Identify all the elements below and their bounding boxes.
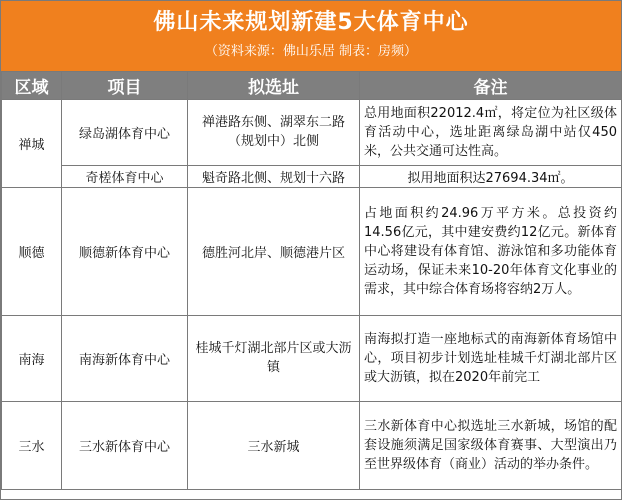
project-cell: 绿岛湖体育中心 <box>62 99 188 165</box>
column-header-project: 项目 <box>62 72 188 99</box>
column-header-note: 备注 <box>360 72 622 99</box>
table-row <box>2 315 622 401</box>
region-cell: 南海 <box>2 315 62 401</box>
region-cell: 三水 <box>2 401 62 489</box>
table-source-note: （资料来源：佛山乐居 制表：房频） <box>204 44 418 59</box>
column-header-site: 拟选址 <box>188 72 360 99</box>
site-cell: 德胜河北岸、顺德港片区 <box>188 187 360 315</box>
site-cell: 三水新城 <box>188 401 360 489</box>
column-header-row <box>2 72 622 99</box>
column-header-region: 区域 <box>2 72 62 99</box>
site-cell: 禅港路东侧、湖翠东二路（规划中）北侧 <box>188 99 360 165</box>
sports-center-table <box>1 72 622 490</box>
table-row <box>2 187 622 315</box>
site-cell: 魁奇路北侧、规划十六路 <box>188 165 360 187</box>
note-cell: 拟用地面积达27694.34㎡。 <box>360 165 622 187</box>
table-title: 佛山未来规划新建5大体育中心 <box>153 10 469 35</box>
table-header-banner <box>1 1 621 72</box>
table-row <box>2 401 622 489</box>
note-cell: 三水新体育中心拟选址三水新城，场馆的配套设施须满足国家级体育赛事、大型演出乃至世界级体育（商业）活动的举办条件。 <box>360 401 622 489</box>
region-cell: 禅城 <box>2 99 62 187</box>
project-cell: 奇槎体育中心 <box>62 165 188 187</box>
region-cell: 顺德 <box>2 187 62 315</box>
project-cell: 三水新体育中心 <box>62 401 188 489</box>
site-cell: 桂城千灯湖北部片区或大沥镇 <box>188 315 360 401</box>
note-cell: 南海拟打造一座地标式的南海新体育场馆中心，项目初步计划选址桂城千灯湖北部片区或大沥镇，拟在2020年前完工 <box>360 315 622 401</box>
note-cell: 占地面积约24.96万平方米。总投资约14.56亿元，其中建安费约12亿元。新体育中心将建设有体育馆、游泳馆和多功能体育运动场，保证未来10-20年体育文化事业的需求，其中综合体育场将容纳2万人。 <box>360 187 622 315</box>
table-row <box>2 165 622 187</box>
table-row <box>2 99 622 165</box>
project-cell: 南海新体育中心 <box>62 315 188 401</box>
note-cell: 总用地面积22012.4㎡，将定位为社区级体育活动中心，选址距离绿岛湖中站仅450米，公共交通可达性高。 <box>360 99 622 165</box>
project-cell: 顺德新体育中心 <box>62 187 188 315</box>
